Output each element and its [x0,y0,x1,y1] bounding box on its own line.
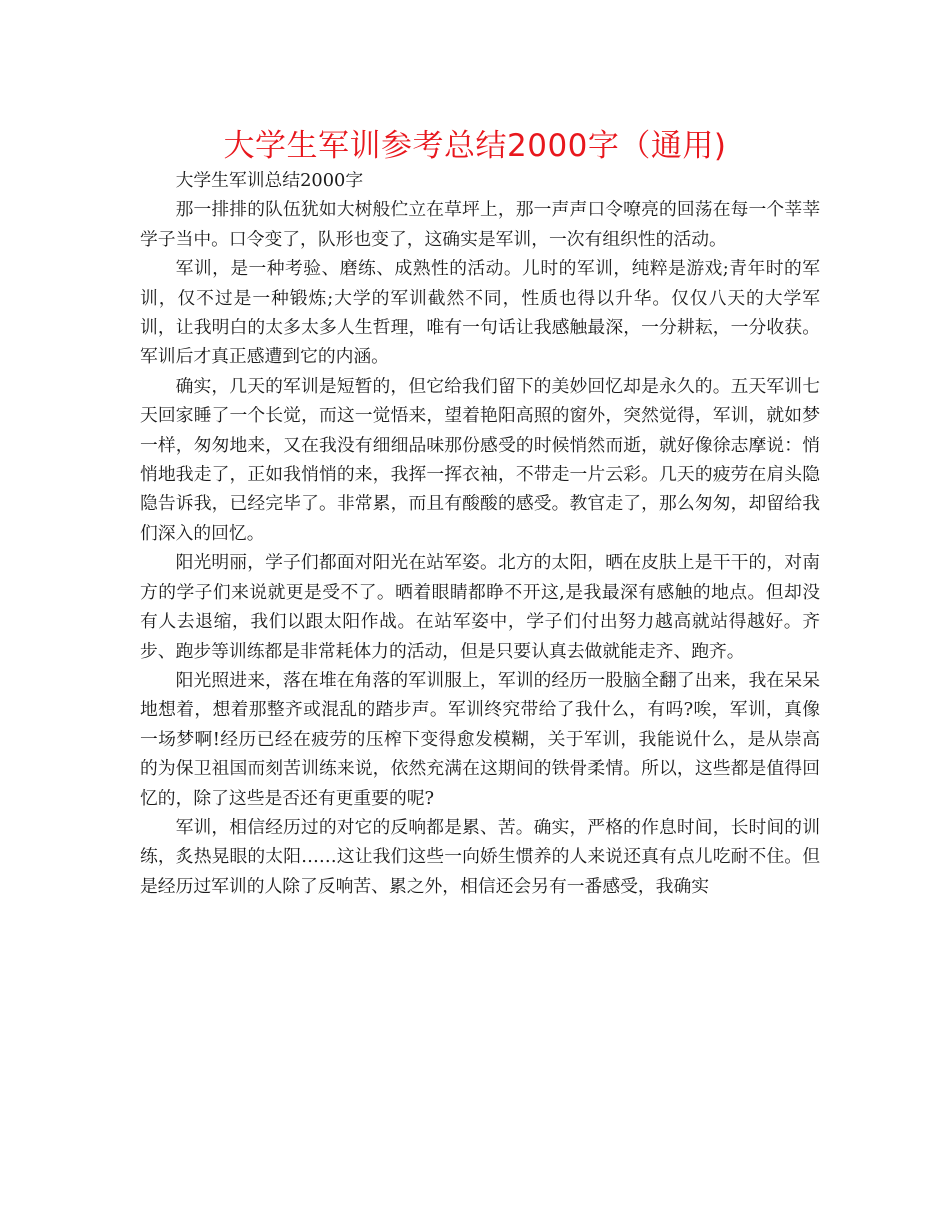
paragraph: 确实，几天的军训是短暂的，但它给我们留下的美妙回忆却是永久的。五天军训七天回家睡了一个长觉，而这一觉悟来，望着艳阳高照的窗外，突然觉得，军训，就如梦一样，匆匆地来，又在我没有细细品味那份感受的时候悄然而逝，就好像徐志摩说：悄悄地我走了，正如我悄悄的来，我挥一挥衣袖，不带走一片云彩。几天的疲劳在肩头隐隐告诉我，已经完毕了。非常累，而且有酸酸的感受。教官走了，那么匆匆，却留给我们深入的回忆。 [140,375,820,544]
document-title: 大学生军训参考总结2000字（通用) [223,128,727,164]
document-subtitle: 大学生军训总结2000字 [175,170,364,191]
paragraph: 军训，是一种考验、磨练、成熟性的活动。儿时的军训，纯粹是游戏;青年时的军训，仅不过是一种锻炼;大学的军训截然不同，性质也得以升华。仅仅八天的大学军训，让我明白的太多太多人生哲理，唯有一句话让我感触最深，一分耕耘，一分收获。军训后才真正感遭到它的内涵。 [140,258,820,368]
paragraph: 阳光照进来，落在堆在角落的军训服上，军训的经历一股脑全翻了出来，我在呆呆地想着，想着那整齐或混乱的踏步声。军训终究带给了我什么，有吗?唉，军训，真像一场梦啊!经历已经在疲劳的压榨下变得愈发模糊，关于军训，我能说什么，是从崇高的为保卫祖国而刻苦训练来说，依然充满在这期间的铁骨柔情。所以，这些都是值得回忆的，除了这些是否还有更重要的呢? [140,669,820,809]
paragraph: 军训，相信经历过的对它的反响都是累、苦。确实，严格的作息时间，长时间的训练，炙热晃眼的太阳……这让我们这些一向娇生惯养的人来说还真有点儿吃耐不住。但是经历过军训的人除了反响苦、累之外，相信还会另有一番感受，我确实 [140,816,820,897]
paragraph: 那一排排的队伍犹如大树般伫立在草坪上，那一声声口令嘹亮的回荡在每一个莘莘学子当中。口令变了，队形也变了，这确实是军训，一次有组织性的活动。 [140,199,820,250]
paragraph: 阳光明丽，学子们都面对阳光在站军姿。北方的太阳，晒在皮肤上是干干的，对南方的学子们来说就更是受不了。晒着眼睛都睁不开这,是我最深有感触的地点。但却没有人去退缩，我们以跟太阳作战。在站军姿中，学子们付出努力越高就站得越好。齐步、跑步等训练都是非常耗体力的活动，但是只要认真去做就能走齐、跑齐。 [140,552,820,662]
document-body [140,166,820,901]
